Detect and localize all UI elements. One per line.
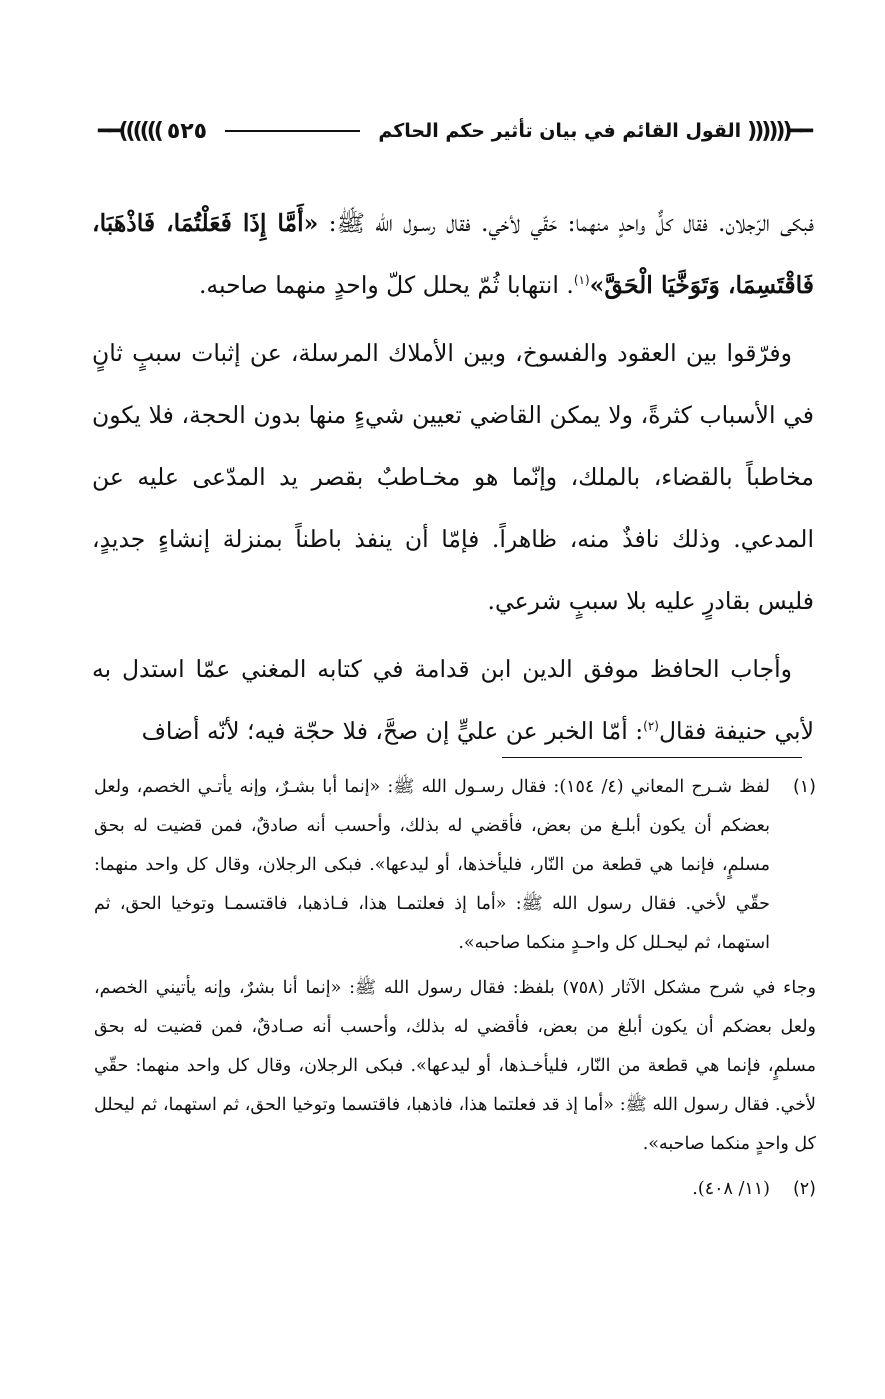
footnote-1-continuation: وجاء في شرح مشكل الآثار (٧٥٨) بلفظ: فقال رسول الله ﷺ: «إنما أنا بشرٌ، وإنه يأتيني الخصم، ولعل بعضكم أن يكون أبلغ من بعض، فأقضي له بذلك، وأحسب أنه صـادقٌ، فمن قضيت له بحق مسلمٍ، فإنما هي قطعة من النّار، فليأخـذها، أو ليدعها». فبكى الرجلان، وقال كل واحد منهما: حقّي لأخي. فقال رسول الله ﷺ: «أما إذ قد فعلتما هذا، فاذهبا، فاقتسما وتوخيا الحق، ثم استهما، ثم ليحلل كل واحدٍ منكما صاحبه». — [94, 978, 816, 1154]
page-number: ٥٢٥ — [166, 118, 208, 144]
footnote-marker-1[interactable]: (١) — [573, 273, 590, 288]
paragraph-1 — [92, 192, 814, 316]
footnote-2-text: (١١/ ٤٠٨). — [692, 1179, 770, 1199]
header-rule — [225, 130, 360, 132]
paragraph-2: وفرّقوا بين العقود والفسوخ، وبين الأملاك المرسلة، عن إثبات سببٍ ثانٍ في الأسباب كثرةً، ولا يمكن القاضي تعيين شيءٍ منها بدون الحجة، فلا يكون مخاطباً بالقضاء، بالملك، وإنّما هو مخـاطبٌ بقصر يد المدّعى عليه عن المدعي. وذلك نافذٌ منه، ظاهراً. فإمّا أن ينفذ باطناً بمنزلة إنشاءٍ جديدٍ، فليس بقادرٍ عليه بلا سببٍ شرعي. — [92, 339, 814, 615]
footnote-2 — [94, 1170, 816, 1209]
running-title: القول القائم في بيان تأثير حكم الحاكم — [378, 120, 742, 142]
footnote-marker-2[interactable]: (٢) — [643, 719, 659, 734]
hadith-quote: «أَمَّا إِذَا فَعَلْتُمَا، فَاذْهَبَا، فَاقْتَسِمَا، وَتَوَخَّيَا الْحَقَّ» — [92, 209, 814, 299]
footnote-1-number: (١) — [792, 777, 816, 797]
header-ornament-left: ))))))━━ — [98, 118, 161, 144]
main-text — [92, 192, 814, 768]
paragraph-3-before: وأجاب الحافظ موفق الدين ابن قدامة في كتابه المغني عمّا استدل به لأبي حنيفة فقال — [92, 655, 814, 745]
paragraph-1-rest: . انتهابا ثُمّ يحلل كلّ واحدٍ منهما صاحبه. — [198, 271, 574, 299]
footnote-1-text: لفظ شـرح المعاني (٤/ ١٥٤): فقال رسـول الله ﷺ: «إنما أبا بشـرٌ، وإنه يأتـي الخصم، ولعل بعضكم أن يكون أبلـغ من بعض، فأقضي له بذلك، وأحسب أنه صادقٌ، فمن قضيت له بحق مسلمٍ، فإنما هي قطعة من النّار، فليأخذها، أو ليدعها». فبكى الرجلان، وقال كل واحد منهما: حقّي لأخي. فقال رسول الله ﷺ: «أما إذ فعلتمـا هذا، فـاذهبا، فاقتسمـا وتوخيا الحق، ثم استهما، ثم ليحـلل كل واحـدٍ منكما صاحبه». — [94, 777, 770, 953]
header-ornament-right: ━━(((((( — [747, 118, 810, 144]
footnotes — [94, 768, 816, 1215]
footnote-separator — [502, 757, 802, 758]
paragraph-3 — [92, 638, 814, 762]
footnote-1 — [94, 768, 816, 963]
footnote-2-number: (٢) — [792, 1179, 816, 1199]
paragraph-3-after: : أمّا الخبر عن عليٍّ إن صحَّ، فلا حجّة فيه؛ لأنّه أضاف — [141, 717, 644, 745]
paragraph-1-text: فبكى الرّجلان. فقال كلٌّ واحدٍ منهما: حَقّي لأخي. فقال رسـول الله ﷺ: — [318, 209, 814, 237]
running-header — [98, 108, 810, 154]
